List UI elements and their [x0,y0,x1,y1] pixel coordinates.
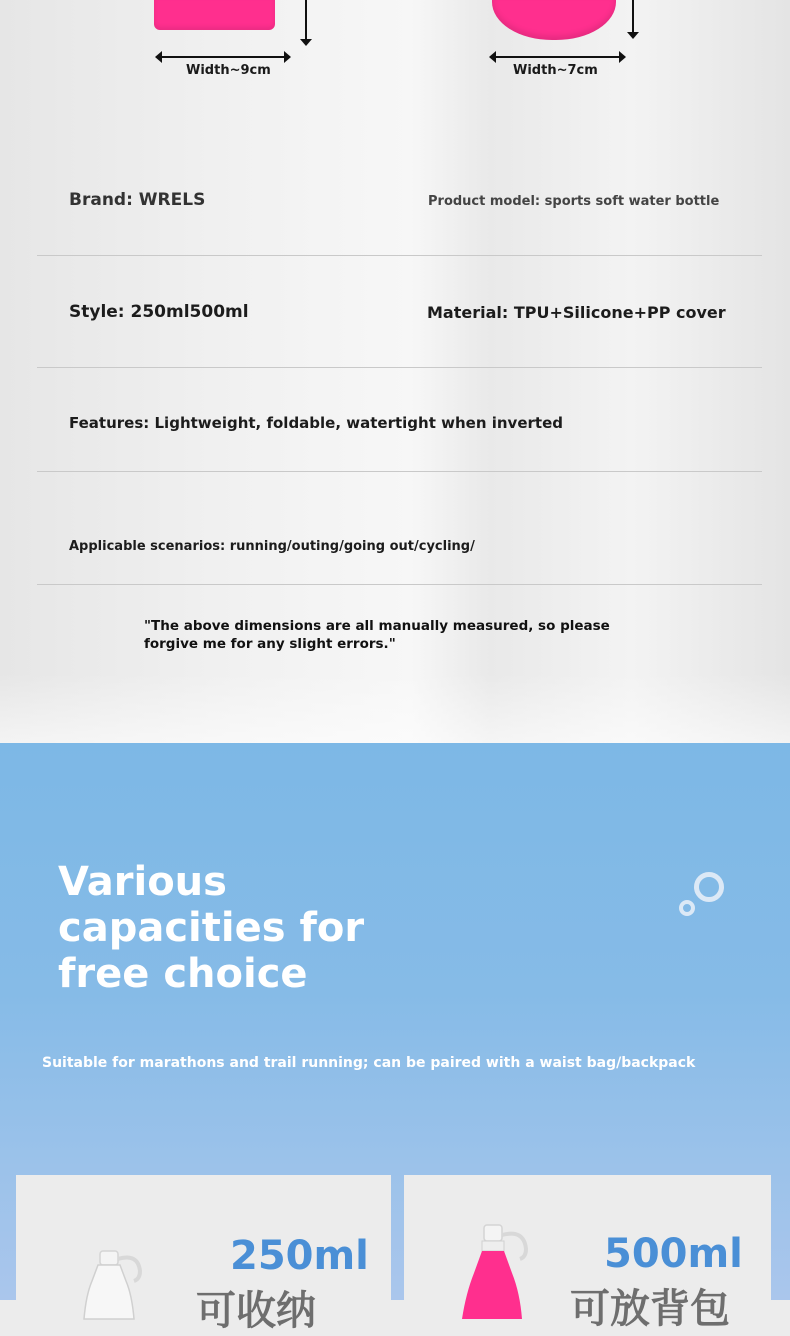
spec-material: Material: TPU+Silicone+PP cover [427,303,726,322]
width-arrow-left [157,56,289,58]
capacity-card-250ml [16,1175,391,1334]
bottle-pink-icon [454,1223,544,1319]
capacity-caption-500ml: 可放背包 [570,1286,730,1332]
measurement-note: "The above dimensions are all manually measured, so please forgive me for any slight errors." [144,618,610,652]
spec-brand: Brand: WRELS [69,190,206,210]
decorative-ring-small-icon [679,900,695,916]
spec-style: Style: 250ml500ml [69,302,249,322]
spec-divider [37,367,762,368]
capacity-caption-250ml: 可收纳 [196,1288,316,1334]
width-arrow-right [491,56,624,58]
capacity-label-250ml: 250ml [230,1233,369,1279]
spec-divider [37,584,762,585]
width-label-left: Width~9cm [186,63,271,78]
decorative-ring-icon [694,872,724,902]
spec-features: Features: Lightweight, foldable, watertight when inverted [69,414,563,432]
bottle-clear-icon [74,1249,164,1319]
capacity-card-500ml [404,1175,771,1332]
spec-model: Product model: sports soft water bottle [428,194,720,209]
spec-divider [37,255,762,256]
capacity-label-500ml: 500ml [604,1231,743,1277]
spec-divider [37,471,762,472]
bottle-image-250ml-bottom [154,0,275,30]
bottle-image-500ml-bottom [492,0,616,40]
capacity-subtitle: Suitable for marathons and trail running; can be paired with a waist bag/backpack [42,1055,696,1071]
height-arrow-left [305,0,307,40]
spec-scenarios: Applicable scenarios: running/outing/going out/cycling/ [69,539,475,554]
width-label-right: Width~7cm [513,63,598,78]
capacity-title: Various capacities for free choice [58,859,365,997]
height-arrow-right [632,0,634,33]
capacity-section [0,743,790,1334]
